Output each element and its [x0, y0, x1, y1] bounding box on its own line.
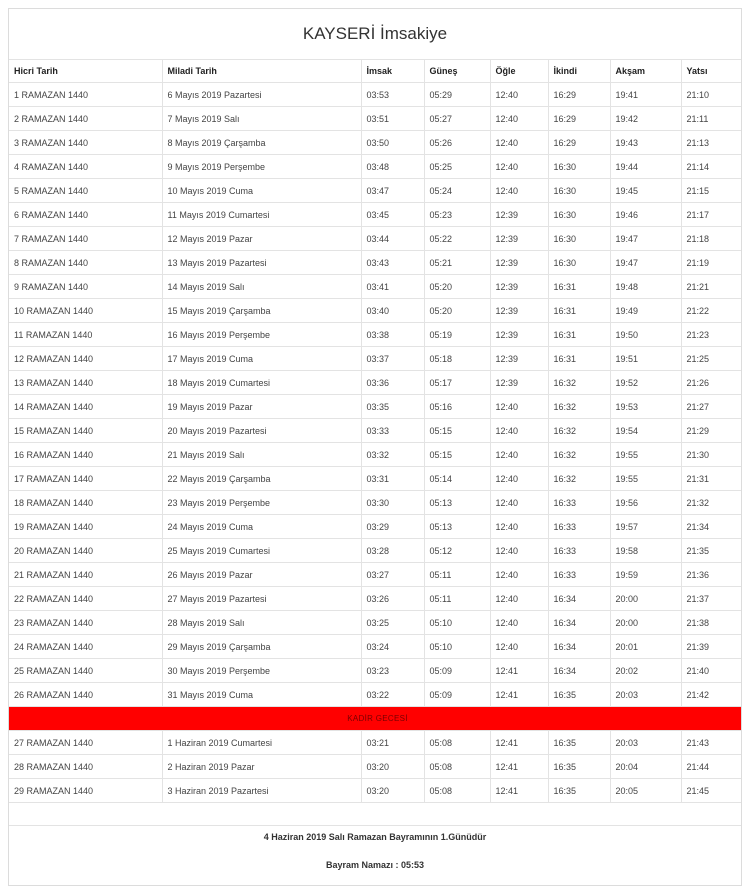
miladi-date: 21 Mayıs 2019 Salı: [162, 443, 361, 467]
table-row: [9, 203, 741, 227]
table-header-row: [9, 60, 741, 83]
aksam-time: 19:49: [610, 299, 681, 323]
ikindi-time: 16:33: [548, 515, 610, 539]
ogle-time: 12:40: [490, 635, 548, 659]
hicri-date: 10 RAMAZAN 1440: [9, 299, 162, 323]
ogle-time: 12:41: [490, 755, 548, 779]
ogle-time: 12:40: [490, 83, 548, 107]
miladi-date: 9 Mayıs 2019 Perşembe: [162, 155, 361, 179]
ogle-time: 12:40: [490, 179, 548, 203]
gunes-time: 05:12: [424, 539, 490, 563]
imsakiye-panel: [8, 8, 742, 886]
ikindi-time: 16:34: [548, 611, 610, 635]
gunes-time: 05:13: [424, 515, 490, 539]
miladi-date: 17 Mayıs 2019 Cuma: [162, 347, 361, 371]
imsak-time: 03:33: [361, 419, 424, 443]
ikindi-time: 16:35: [548, 779, 610, 803]
aksam-time: 20:03: [610, 683, 681, 707]
hicri-date: 14 RAMAZAN 1440: [9, 395, 162, 419]
gunes-time: 05:10: [424, 611, 490, 635]
aksam-time: 19:59: [610, 563, 681, 587]
aksam-time: 19:44: [610, 155, 681, 179]
yatsi-time: 21:21: [681, 275, 741, 299]
hicri-date: 26 RAMAZAN 1440: [9, 683, 162, 707]
ogle-time: 12:39: [490, 299, 548, 323]
table-row: [9, 635, 741, 659]
aksam-time: 20:00: [610, 611, 681, 635]
aksam-time: 19:54: [610, 419, 681, 443]
yatsi-time: 21:27: [681, 395, 741, 419]
aksam-time: 19:56: [610, 491, 681, 515]
gunes-time: 05:16: [424, 395, 490, 419]
ikindi-time: 16:32: [548, 395, 610, 419]
table-row: [9, 347, 741, 371]
table-row: [9, 611, 741, 635]
yatsi-time: 21:29: [681, 419, 741, 443]
ikindi-time: 16:34: [548, 659, 610, 683]
imsak-time: 03:45: [361, 203, 424, 227]
table-row: [9, 491, 741, 515]
hicri-date: 23 RAMAZAN 1440: [9, 611, 162, 635]
ogle-time: 12:40: [490, 587, 548, 611]
gunes-time: 05:08: [424, 779, 490, 803]
imsak-time: 03:41: [361, 275, 424, 299]
imsak-time: 03:26: [361, 587, 424, 611]
imsak-time: 03:38: [361, 323, 424, 347]
imsak-time: 03:20: [361, 755, 424, 779]
table-row: [9, 443, 741, 467]
gunes-time: 05:09: [424, 659, 490, 683]
aksam-time: 19:57: [610, 515, 681, 539]
ikindi-time: 16:31: [548, 299, 610, 323]
imsak-time: 03:21: [361, 731, 424, 755]
ikindi-time: 16:30: [548, 203, 610, 227]
miladi-date: 28 Mayıs 2019 Salı: [162, 611, 361, 635]
miladi-date: 31 Mayıs 2019 Cuma: [162, 683, 361, 707]
imsak-time: 03:20: [361, 779, 424, 803]
ogle-time: 12:39: [490, 323, 548, 347]
table-row: [9, 251, 741, 275]
gunes-time: 05:20: [424, 299, 490, 323]
kadir-gecesi-label: KADİR GECESİ: [9, 707, 741, 731]
ikindi-time: 16:32: [548, 443, 610, 467]
table-spacer: [9, 803, 741, 826]
hicri-date: 24 RAMAZAN 1440: [9, 635, 162, 659]
imsak-time: 03:28: [361, 539, 424, 563]
ikindi-time: 16:29: [548, 107, 610, 131]
imsak-time: 03:47: [361, 179, 424, 203]
yatsi-time: 21:35: [681, 539, 741, 563]
yatsi-time: 21:34: [681, 515, 741, 539]
aksam-time: 19:47: [610, 227, 681, 251]
miladi-date: 24 Mayıs 2019 Cuma: [162, 515, 361, 539]
table-row: [9, 755, 741, 779]
gunes-time: 05:20: [424, 275, 490, 299]
gunes-time: 05:14: [424, 467, 490, 491]
column-header-imsak: İmsak: [361, 60, 424, 83]
hicri-date: 2 RAMAZAN 1440: [9, 107, 162, 131]
gunes-time: 05:13: [424, 491, 490, 515]
ikindi-time: 16:34: [548, 635, 610, 659]
miladi-date: 10 Mayıs 2019 Cuma: [162, 179, 361, 203]
table-row: [9, 539, 741, 563]
imsak-time: 03:29: [361, 515, 424, 539]
yatsi-time: 21:38: [681, 611, 741, 635]
ogle-time: 12:41: [490, 659, 548, 683]
hicri-date: 11 RAMAZAN 1440: [9, 323, 162, 347]
gunes-time: 05:24: [424, 179, 490, 203]
yatsi-time: 21:43: [681, 731, 741, 755]
imsak-time: 03:25: [361, 611, 424, 635]
yatsi-time: 21:25: [681, 347, 741, 371]
imsak-time: 03:22: [361, 683, 424, 707]
yatsi-time: 21:36: [681, 563, 741, 587]
aksam-time: 20:01: [610, 635, 681, 659]
aksam-time: 19:52: [610, 371, 681, 395]
aksam-time: 19:53: [610, 395, 681, 419]
yatsi-time: 21:44: [681, 755, 741, 779]
yatsi-time: 21:17: [681, 203, 741, 227]
gunes-time: 05:10: [424, 635, 490, 659]
footer: [9, 832, 741, 870]
gunes-time: 05:15: [424, 443, 490, 467]
table-row: [9, 371, 741, 395]
ikindi-time: 16:35: [548, 731, 610, 755]
ikindi-time: 16:32: [548, 371, 610, 395]
ikindi-time: 16:33: [548, 563, 610, 587]
hicri-date: 16 RAMAZAN 1440: [9, 443, 162, 467]
miladi-date: 1 Haziran 2019 Cumartesi: [162, 731, 361, 755]
yatsi-time: 21:30: [681, 443, 741, 467]
hicri-date: 29 RAMAZAN 1440: [9, 779, 162, 803]
yatsi-time: 21:14: [681, 155, 741, 179]
yatsi-time: 21:42: [681, 683, 741, 707]
miladi-date: 14 Mayıs 2019 Salı: [162, 275, 361, 299]
imsak-time: 03:51: [361, 107, 424, 131]
table-row: [9, 419, 741, 443]
table-row: [9, 587, 741, 611]
gunes-time: 05:29: [424, 83, 490, 107]
gunes-time: 05:09: [424, 683, 490, 707]
miladi-date: 15 Mayıs 2019 Çarşamba: [162, 299, 361, 323]
ikindi-time: 16:31: [548, 347, 610, 371]
gunes-time: 05:11: [424, 563, 490, 587]
gunes-time: 05:11: [424, 587, 490, 611]
ogle-time: 12:39: [490, 275, 548, 299]
imsak-time: 03:44: [361, 227, 424, 251]
aksam-time: 19:58: [610, 539, 681, 563]
ogle-time: 12:40: [490, 107, 548, 131]
table-row: [9, 155, 741, 179]
ogle-time: 12:40: [490, 155, 548, 179]
miladi-date: 26 Mayıs 2019 Pazar: [162, 563, 361, 587]
kadir-gecesi-row: [9, 707, 741, 731]
imsak-time: 03:23: [361, 659, 424, 683]
yatsi-time: 21:19: [681, 251, 741, 275]
ogle-time: 12:40: [490, 563, 548, 587]
gunes-time: 05:27: [424, 107, 490, 131]
imsak-time: 03:31: [361, 467, 424, 491]
ikindi-time: 16:30: [548, 227, 610, 251]
hicri-date: 19 RAMAZAN 1440: [9, 515, 162, 539]
ikindi-time: 16:35: [548, 683, 610, 707]
hicri-date: 20 RAMAZAN 1440: [9, 539, 162, 563]
gunes-time: 05:15: [424, 419, 490, 443]
ikindi-time: 16:31: [548, 275, 610, 299]
hicri-date: 18 RAMAZAN 1440: [9, 491, 162, 515]
ikindi-time: 16:34: [548, 587, 610, 611]
gunes-time: 05:18: [424, 347, 490, 371]
hicri-date: 17 RAMAZAN 1440: [9, 467, 162, 491]
yatsi-time: 21:11: [681, 107, 741, 131]
aksam-time: 20:03: [610, 731, 681, 755]
miladi-date: 8 Mayıs 2019 Çarşamba: [162, 131, 361, 155]
ogle-time: 12:40: [490, 611, 548, 635]
table-row: [9, 659, 741, 683]
ikindi-time: 16:35: [548, 755, 610, 779]
hicri-date: 7 RAMAZAN 1440: [9, 227, 162, 251]
miladi-date: 25 Mayıs 2019 Cumartesi: [162, 539, 361, 563]
ogle-time: 12:39: [490, 203, 548, 227]
yatsi-time: 21:10: [681, 83, 741, 107]
ogle-time: 12:41: [490, 731, 548, 755]
aksam-time: 19:42: [610, 107, 681, 131]
ogle-time: 12:41: [490, 779, 548, 803]
hicri-date: 28 RAMAZAN 1440: [9, 755, 162, 779]
imsak-time: 03:30: [361, 491, 424, 515]
table-row: [9, 227, 741, 251]
hicri-date: 22 RAMAZAN 1440: [9, 587, 162, 611]
aksam-time: 19:55: [610, 467, 681, 491]
miladi-date: 6 Mayıs 2019 Pazartesi: [162, 83, 361, 107]
ogle-time: 12:40: [490, 131, 548, 155]
aksam-time: 20:00: [610, 587, 681, 611]
hicri-date: 3 RAMAZAN 1440: [9, 131, 162, 155]
table-row: [9, 563, 741, 587]
ogle-time: 12:40: [490, 395, 548, 419]
yatsi-time: 21:45: [681, 779, 741, 803]
gunes-time: 05:08: [424, 755, 490, 779]
ogle-time: 12:39: [490, 227, 548, 251]
gunes-time: 05:19: [424, 323, 490, 347]
aksam-time: 19:50: [610, 323, 681, 347]
table-row: [9, 683, 741, 707]
miladi-date: 13 Mayıs 2019 Pazartesi: [162, 251, 361, 275]
ogle-time: 12:40: [490, 443, 548, 467]
miladi-date: 18 Mayıs 2019 Cumartesi: [162, 371, 361, 395]
ogle-time: 12:39: [490, 251, 548, 275]
yatsi-time: 21:32: [681, 491, 741, 515]
aksam-time: 19:45: [610, 179, 681, 203]
aksam-time: 19:41: [610, 83, 681, 107]
hicri-date: 13 RAMAZAN 1440: [9, 371, 162, 395]
hicri-date: 12 RAMAZAN 1440: [9, 347, 162, 371]
hicri-date: 25 RAMAZAN 1440: [9, 659, 162, 683]
miladi-date: 19 Mayıs 2019 Pazar: [162, 395, 361, 419]
ikindi-time: 16:30: [548, 155, 610, 179]
table-row: [9, 179, 741, 203]
miladi-date: 16 Mayıs 2019 Perşembe: [162, 323, 361, 347]
imsak-time: 03:32: [361, 443, 424, 467]
miladi-date: 12 Mayıs 2019 Pazar: [162, 227, 361, 251]
yatsi-time: 21:13: [681, 131, 741, 155]
yatsi-time: 21:22: [681, 299, 741, 323]
aksam-time: 19:43: [610, 131, 681, 155]
ogle-time: 12:39: [490, 347, 548, 371]
bayram-namazi-text: Bayram Namazı : 05:53: [325, 860, 425, 870]
yatsi-time: 21:26: [681, 371, 741, 395]
table-row: [9, 515, 741, 539]
ikindi-time: 16:30: [548, 251, 610, 275]
ikindi-time: 16:31: [548, 323, 610, 347]
ikindi-time: 16:32: [548, 467, 610, 491]
aksam-time: 19:55: [610, 443, 681, 467]
table-row: [9, 107, 741, 131]
table-row: [9, 395, 741, 419]
imsak-time: 03:40: [361, 299, 424, 323]
column-header-aksam: Akşam: [610, 60, 681, 83]
hicri-date: 5 RAMAZAN 1440: [9, 179, 162, 203]
aksam-time: 20:05: [610, 779, 681, 803]
column-header-ogle: Öğle: [490, 60, 548, 83]
yatsi-time: 21:37: [681, 587, 741, 611]
imsak-time: 03:50: [361, 131, 424, 155]
table-row: [9, 467, 741, 491]
yatsi-time: 21:18: [681, 227, 741, 251]
column-header-miladi: Miladi Tarih: [162, 60, 361, 83]
imsak-time: 03:53: [361, 83, 424, 107]
table-row: [9, 323, 741, 347]
imsak-time: 03:37: [361, 347, 424, 371]
table-row: [9, 131, 741, 155]
hicri-date: 21 RAMAZAN 1440: [9, 563, 162, 587]
gunes-time: 05:23: [424, 203, 490, 227]
miladi-date: 22 Mayıs 2019 Çarşamba: [162, 467, 361, 491]
imsak-time: 03:36: [361, 371, 424, 395]
miladi-date: 29 Mayıs 2019 Çarşamba: [162, 635, 361, 659]
column-header-hicri: Hicri Tarih: [9, 60, 162, 83]
prayer-times-table: [9, 60, 741, 803]
aksam-time: 20:04: [610, 755, 681, 779]
yatsi-time: 21:31: [681, 467, 741, 491]
page-title: KAYSERİ İmsakiye: [9, 9, 741, 60]
hicri-date: 6 RAMAZAN 1440: [9, 203, 162, 227]
aksam-time: 20:02: [610, 659, 681, 683]
gunes-time: 05:25: [424, 155, 490, 179]
imsak-time: 03:48: [361, 155, 424, 179]
ogle-time: 12:40: [490, 419, 548, 443]
hicri-date: 15 RAMAZAN 1440: [9, 419, 162, 443]
bayram-text: 4 Haziran 2019 Salı Ramazan Bayramının 1.Günüdür: [263, 832, 487, 842]
miladi-date: 3 Haziran 2019 Pazartesi: [162, 779, 361, 803]
gunes-time: 05:21: [424, 251, 490, 275]
ikindi-time: 16:29: [548, 131, 610, 155]
gunes-time: 05:22: [424, 227, 490, 251]
aksam-time: 19:48: [610, 275, 681, 299]
miladi-date: 30 Mayıs 2019 Perşembe: [162, 659, 361, 683]
miladi-date: 20 Mayıs 2019 Pazartesi: [162, 419, 361, 443]
ikindi-time: 16:32: [548, 419, 610, 443]
imsak-time: 03:35: [361, 395, 424, 419]
miladi-date: 11 Mayıs 2019 Cumartesi: [162, 203, 361, 227]
ogle-time: 12:41: [490, 683, 548, 707]
table-row: [9, 299, 741, 323]
table-row: [9, 779, 741, 803]
hicri-date: 27 RAMAZAN 1440: [9, 731, 162, 755]
yatsi-time: 21:40: [681, 659, 741, 683]
table-row: [9, 83, 741, 107]
miladi-date: 2 Haziran 2019 Pazar: [162, 755, 361, 779]
ikindi-time: 16:29: [548, 83, 610, 107]
table-row: [9, 275, 741, 299]
yatsi-time: 21:15: [681, 179, 741, 203]
ogle-time: 12:40: [490, 515, 548, 539]
ikindi-time: 16:33: [548, 491, 610, 515]
ogle-time: 12:40: [490, 491, 548, 515]
aksam-time: 19:46: [610, 203, 681, 227]
aksam-time: 19:47: [610, 251, 681, 275]
table-row: [9, 731, 741, 755]
miladi-date: 23 Mayıs 2019 Perşembe: [162, 491, 361, 515]
hicri-date: 8 RAMAZAN 1440: [9, 251, 162, 275]
miladi-date: 7 Mayıs 2019 Salı: [162, 107, 361, 131]
column-header-gunes: Güneş: [424, 60, 490, 83]
miladi-date: 27 Mayıs 2019 Pazartesi: [162, 587, 361, 611]
ikindi-time: 16:30: [548, 179, 610, 203]
aksam-time: 19:51: [610, 347, 681, 371]
ogle-time: 12:40: [490, 539, 548, 563]
yatsi-time: 21:23: [681, 323, 741, 347]
hicri-date: 4 RAMAZAN 1440: [9, 155, 162, 179]
column-header-ikindi: İkindi: [548, 60, 610, 83]
ikindi-time: 16:33: [548, 539, 610, 563]
yatsi-time: 21:39: [681, 635, 741, 659]
table-body: [9, 83, 741, 707]
imsak-time: 03:43: [361, 251, 424, 275]
gunes-time: 05:26: [424, 131, 490, 155]
gunes-time: 05:17: [424, 371, 490, 395]
ogle-time: 12:39: [490, 371, 548, 395]
ogle-time: 12:40: [490, 467, 548, 491]
table-body-after: [9, 731, 741, 803]
gunes-time: 05:08: [424, 731, 490, 755]
hicri-date: 1 RAMAZAN 1440: [9, 83, 162, 107]
column-header-yatsi: Yatsı: [681, 60, 741, 83]
imsak-time: 03:24: [361, 635, 424, 659]
imsak-time: 03:27: [361, 563, 424, 587]
hicri-date: 9 RAMAZAN 1440: [9, 275, 162, 299]
